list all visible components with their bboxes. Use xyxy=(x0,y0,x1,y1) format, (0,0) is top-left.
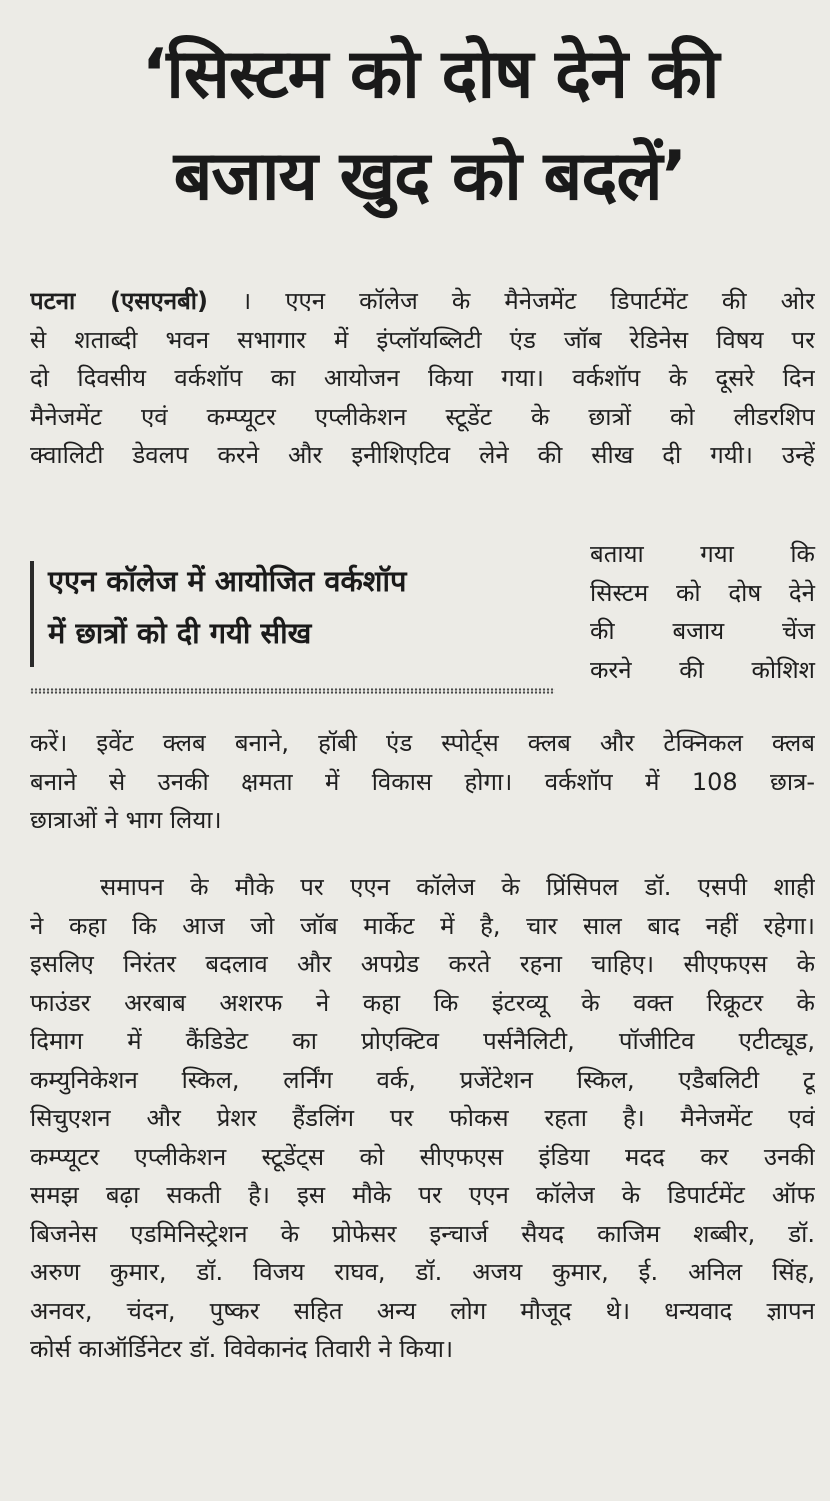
intro-line xyxy=(30,282,815,321)
pull-quote-line-2: में छात्रों को दी गयी सीख xyxy=(48,616,312,650)
intro-line: क्वालिटी डेवलप करने और इनीशिएटिव लेने की सीख दी गयी। उन्हें xyxy=(30,441,815,469)
pull-quote-text xyxy=(48,555,558,659)
intro-line-text: । एएन कॉलेज के मैनेजमेंट डिपार्टमेंट की ओर xyxy=(242,287,815,315)
closing-line: ने कहा कि आज जो जॉब मार्केट में है, चार साल बाद नहीं रहेगा। xyxy=(30,911,815,940)
closing-line: अनवर, चंदन, पुष्कर सहित अन्य लोग मौजूद थे। धन्यवाद ज्ञापन xyxy=(30,1296,815,1325)
continuation-line: छात्राओं ने भाग लिया। xyxy=(30,806,222,834)
closing-line: समझ बढ़ा सकती है। इस मौके पर एएन कॉलेज के डिपार्टमेंट ऑफ xyxy=(30,1181,815,1209)
closing-line: कम्प्यूटर एप्लीकेशन स्टूडेंट्स को सीएफएस इंडिया मदद कर उनकी xyxy=(30,1142,815,1171)
continuation-line: करें। इवेंट क्लब बनाने, हॉबी एंड स्पोर्ट्स क्लब और टेक्निकल क्लब xyxy=(30,729,815,757)
closing-line: कोर्स काऑर्डिनेटर डॉ. विवेकानंद तिवारी ने किया। xyxy=(30,1335,454,1363)
intro-line: से शताब्दी भवन सभागार में इंप्लॉयब्लिटी एंड जॉब रेडिनेस विषय पर xyxy=(30,325,815,354)
closing-line: बिजनेस एडमिनिस्ट्रेशन के प्रोफेसर इन्चार्ज सैयद काजिम शब्बीर, डॉ. xyxy=(30,1219,815,1248)
intro-line: दो दिवसीय वर्कशॉप का आयोजन किया गया। वर्कशॉप के दूसरे दिन xyxy=(30,364,815,392)
closing-paragraph xyxy=(30,868,815,1369)
dotted-rule xyxy=(30,688,555,694)
closing-line: सिचुएशन और प्रेशर हैंडलिंग पर फोकस रहता है। मैनेजमेंट एवं xyxy=(30,1104,815,1132)
side-line: बताया गया कि xyxy=(590,540,815,568)
side-line: की बजाय चेंज xyxy=(590,617,815,645)
closing-line: अरुण कुमार, डॉ. विजय राघव, डॉ. अजय कुमार, ई. अनिल सिंह, xyxy=(30,1258,815,1286)
continuation-paragraph xyxy=(30,724,815,840)
headline xyxy=(40,24,820,228)
pull-quote-bar xyxy=(30,561,34,667)
headline-line-1: ‘सिस्टम को दोष देने की xyxy=(141,35,719,114)
pull-quote xyxy=(30,555,560,675)
intro-line: मैनेजमेंट एवं कम्प्यूटर एप्लीकेशन स्टूडेंट के छात्रों को लीडरशिप xyxy=(30,402,815,431)
closing-line: फाउंडर अरबाब अशरफ ने कहा कि इंटरव्यू के वक्त रिक्रूटर के xyxy=(30,988,815,1017)
side-line: करने की कोशिश xyxy=(590,655,815,684)
closing-line: समापन के मौके पर एएन कॉलेज के प्रिंसिपल डॉ. एसपी शाही xyxy=(100,873,815,901)
side-column xyxy=(590,535,815,689)
closing-line: दिमाग में कैंडिडेट का प्रोएक्टिव पर्सनैलिटी, पॉजीटिव एटीट्यूड, xyxy=(30,1027,815,1055)
closing-line: कम्युनिकेशन स्किल, लर्निंग वर्क, प्रजेंटेशन स्किल, एडैबलिटी टू xyxy=(30,1065,815,1094)
closing-line: इसलिए निरंतर बदलाव और अपग्रेड करते रहना चाहिए। सीएफएस के xyxy=(30,950,815,978)
intro-paragraph xyxy=(30,282,815,475)
continuation-line: बनाने से उनकी क्षमता में विकास होगा। वर्कशॉप में 108 छात्र- xyxy=(30,767,815,796)
headline-line-2: बजाय खुद को बदलें’ xyxy=(173,137,687,216)
dateline: पटना (एसएनबी) xyxy=(30,287,208,315)
pull-quote-line-1: एएन कॉलेज में आयोजित वर्कशॉप xyxy=(48,564,407,598)
side-line: सिस्टम को दोष देने xyxy=(590,578,815,607)
